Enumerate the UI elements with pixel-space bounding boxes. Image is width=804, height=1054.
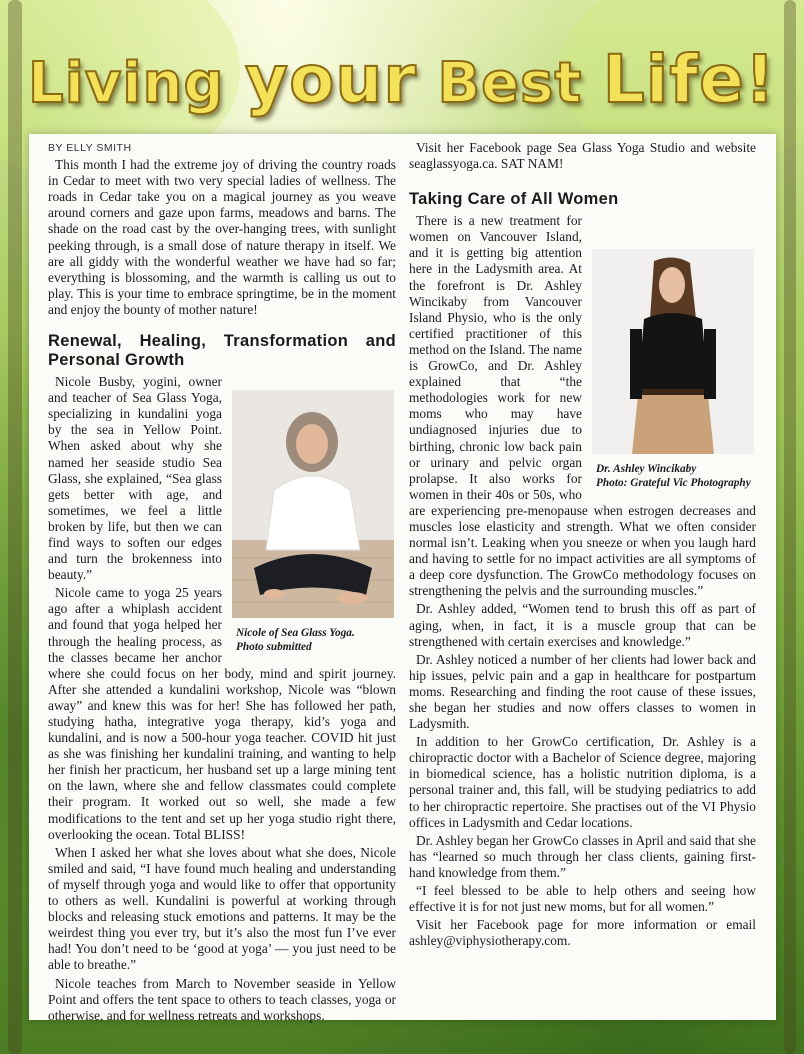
- intro-paragraph: This month I had the extreme joy of driving the country roads in Cedar to meet with two very special ladies of wellness. The roads in Cedar take you on a magical journey as you weave around corners and gaze upon farms, meadows and barns. The shade on the road cast by the over-hanging trees, with sunlight peeking through, is a small dose of nature therapy in itself. We are all giddy with the wonderful weather we have had so far; everything is blossoming, and the warmth is calling us out to play. This is your time to embrace springtime, be in the moment and enjoy the bounty of mother nature!: [48, 157, 396, 317]
- figure-ashley: [592, 249, 756, 490]
- page-banner-title: Living your Best Life!: [28, 41, 776, 118]
- ashley-caption-line2: Photo: Grateful Vic Photography: [596, 477, 751, 490]
- byline: BY ELLY SMITH: [48, 142, 132, 154]
- nicole-caption-line1: Nicole of Sea Glass Yoga.: [236, 627, 355, 640]
- nicole-history-paragraph: Nicole came to yoga 25 years ago after a whiplash accident and found that yoga helped her through the healing process, as the classes became her anchor where she could focus on her body, mind and spirit journey. After she attended a kundalini workshop, Nicole was “blown away” and knew this was for her! She has followed her path, studying hatha, integrative yoga therapy, kid’s yoga and kundalini, and is now a 500-hour yoga teacher. COVID hit just as she was finishing her kundalini training, and wanting to help her finish her practicum, her husband set up a large mining tent on the lawn, where she and fellow classmates could complete their program. It worked out so well, she made a few modifications to the tent and set up her yoga studio right there, overlooking the ocean. Total BLISS!: [48, 585, 396, 842]
- ashley-research-paragraph: Dr. Ashley noticed a number of her clients had lower back and hip issues, pelvic pain and a gap in healthcare for postpartum moms. Researching and finding the root cause of these issues, she began her studies and now offers classes to women in Ladysmith.: [409, 651, 756, 732]
- background-tree-trunk: [784, 0, 796, 1054]
- nicole-caption-line2: Photo submitted: [236, 641, 312, 654]
- nicole-classes-paragraph: Nicole teaches from March to November seaside in Yellow Point and offers the tent space to others to teach classes, yoga or otherwise, and for wellness retreats and workshops.: [48, 975, 396, 1023]
- ashley-quote-paragraph: Dr. Ashley added, “Women tend to brush this off as part of aging, when, in fact, it is a muscle group that can be strengthened with certain exercises and knowledge.”: [409, 601, 756, 649]
- figure-nicole: [232, 390, 396, 654]
- ashley-classes-paragraph: Dr. Ashley began her GrowCo classes in April and said that she has “learned so much through her class clients, gaining first-hand knowledge from them.”: [409, 832, 756, 880]
- sea-glass-contact-paragraph: Visit her Facebook page Sea Glass Yoga Studio and website seaglassyoga.ca. SAT NAM!: [409, 140, 756, 172]
- ashley-photo: [592, 249, 754, 454]
- growco-intro-paragraph: There is a new treatment for women on Vancouver Island, and it is getting big attention here in the Ladysmith area. At the forefront is Dr. Ashley Wincikaby from Vancouver Island Physio, who is the only certified practitioner of this method on the Island. The name is GrowCo, and Dr. Ashley explained that “the methodologies work for new moms who may have undiagnosed injuries due to birthing, chronic low back pain or urinary and pelvic organ prolapse. It also works for women in their 40s or 50s, who are experiencing pre-menopause when estrogen decreases and muscles lose elasticity and strength. What we often consider normal isn’t. Leaking when you sneeze or when you laugh hard and having to settle for no impact activities are all symptoms of a deep core dysfunction. The GrowCo methodology focuses on strengthening the pelvis and the surrounding muscles.”: [409, 213, 756, 599]
- ashley-blessed-paragraph: “I feel blessed to be able to help others and seeing how effective it is for not just new moms, but for all women.”: [409, 883, 756, 915]
- right-column: [409, 140, 756, 951]
- nicole-intro-paragraph: Nicole Busby, yogini, owner and teacher of Sea Glass Yoga, specializing in kundalini yoga by the sea in Yellow Point. When asked about why she named her seaside studio Sea Glass, she explained, “Sea glass gets better with age, and sometimes, we feel a little broken by life, but then we can find ways to soften our edges and turn the brokenness into beauty.”: [48, 374, 222, 583]
- section-heading-women: Taking Care of All Women: [409, 190, 619, 209]
- nicole-quote-paragraph: When I asked her what she loves about what she does, Nicole smiled and said, “I have found much healing and understanding of myself through yoga and would like to offer that opportunity to others as well. Kundalini is powerful at working through blocks and releasing stuck emotions and patterns. It may be the weirdest thing you ever try, but it’s also the most fun I’ve ever had! You don’t need to be ‘good at yoga’ — you just need to be able to breathe.”: [48, 844, 396, 973]
- background-tree-trunk: [8, 0, 22, 1054]
- left-column: [48, 140, 396, 1026]
- nicole-photo: [232, 390, 394, 618]
- ashley-credentials-paragraph: In addition to her GrowCo certification, Dr. Ashley is a chiropractic doctor with a Bachelor of Science degree, majoring in biomedical science, has a holistic nutrition diploma, is a personal trainer and, this fall, will be studying pediatrics to add to her chiropractic repertoire. She practises out of the VI Physio offices in Ladysmith and Cedar locations.: [409, 734, 756, 830]
- ashley-contact-paragraph: Visit her Facebook page for more information or email ashley@viphysiotherapy.com.: [409, 917, 756, 949]
- article-page: [29, 134, 776, 1023]
- section-heading-renewal: Renewal, Healing, Transformation and Personal Growth: [48, 332, 396, 370]
- ashley-caption-line1: Dr. Ashley Wincikaby: [596, 463, 697, 476]
